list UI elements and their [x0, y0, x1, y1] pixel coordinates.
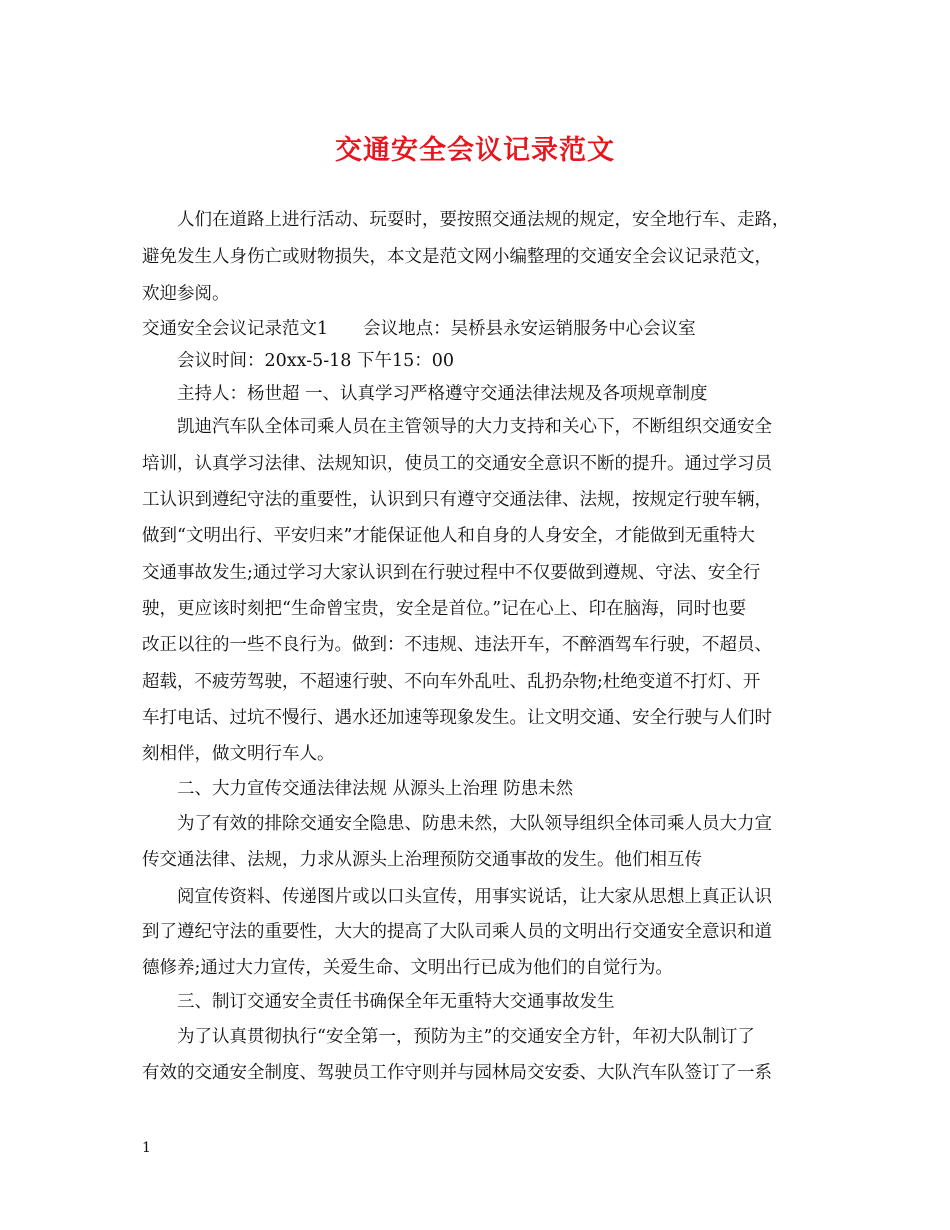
section-heading: 二、大力宣传交通法律法规 从源头上治理 防患未然: [177, 779, 574, 799]
body-line: 德修养;通过大力宣传，关爱生命、文明出行已成为他们的自觉行为。: [142, 958, 673, 978]
body-line: 刻相伴，做文明行车人。: [142, 744, 335, 764]
body-line: 超载，不疲劳驾驶，不超速行驶、不向车外乱吐、乱扔杂物;杜绝变道不打灯、开: [142, 672, 761, 692]
body-line: 为了有效的排除交通安全隐患、防患未然，大队领导组织全体司乘人员大力宣: [177, 814, 772, 834]
page-number: 1: [142, 1140, 151, 1156]
body-line: 做到“文明出行、平安归来”才能保证他人和自身的人身安全，才能做到无重特大: [142, 526, 755, 546]
body-line: 交通安全会议记录范文1 会议地点：吴桥县永安运销服务中心会议室: [142, 319, 696, 339]
body-line: 凯迪汽车队全体司乘人员在主管领导的大力支持和关心下，不断组织交通安全: [177, 417, 772, 437]
body-line: 培训，认真学习法律、法规知识，使员工的交通安全意识不断的提升。通过学习员: [142, 454, 772, 474]
body-line: 人们在道路上进行活动、玩耍时，要按照交通法规的规定，安全地行车、走路，: [177, 210, 790, 230]
body-line: 到了遵纪守法的重要性，大大的提高了大队司乘人员的文明出行交通安全意识和道: [142, 922, 772, 942]
body-line: 欢迎参阅。: [142, 284, 230, 304]
body-line: 交通事故发生;通过学习大家认识到在行驶过程中不仅要做到遵规、守法、安全行: [142, 563, 761, 583]
body-line: 工认识到遵纪守法的重要性，认识到只有遵守交通法律、法规，按规定行驶车辆，: [142, 490, 772, 510]
body-line: 有效的交通安全制度、驾驶员工作守则并与园林局交安委、大队汽车队签订了一系: [142, 1063, 772, 1083]
body-line: 会议时间：20xx-5-18 下午15：00: [177, 351, 455, 371]
body-line: 传交通法律、法规，力求从源头上治理预防交通事故的发生。他们相互传: [142, 850, 702, 870]
body-line: 阅宣传资料、传递图片或以口头宣传，用事实说话，让大家从思想上真正认识: [177, 887, 772, 907]
body-line: 主持人：杨世超 一、认真学习严格遵守交通法律法规及各项规章制度: [177, 384, 708, 404]
body-line: 避免发生人身伤亡或财物损失，本文是范文网小编整理的交通安全会议记录范文，: [142, 247, 772, 267]
body-line: 为了认真贯彻执行“安全第一，预防为主”的交通安全方针，年初大队制订了: [177, 1027, 755, 1047]
body-line: 驶，更应该时刻把“生命曾宝贵，安全是首位。”记在心上、印在脑海，同时也要: [142, 599, 747, 619]
document-title: 交通安全会议记录范文: [335, 135, 615, 166]
section-heading: 三、制订交通安全责任书确保全年无重特大交通事故发生: [177, 992, 615, 1012]
body-line: 改正以往的一些不良行为。做到：不违规、违法开车，不醉酒驾车行驶，不超员、: [142, 635, 772, 655]
body-line: 车打电话、过坑不慢行、遇水还加速等现象发生。让文明交通、安全行驶与人们时: [142, 708, 772, 728]
